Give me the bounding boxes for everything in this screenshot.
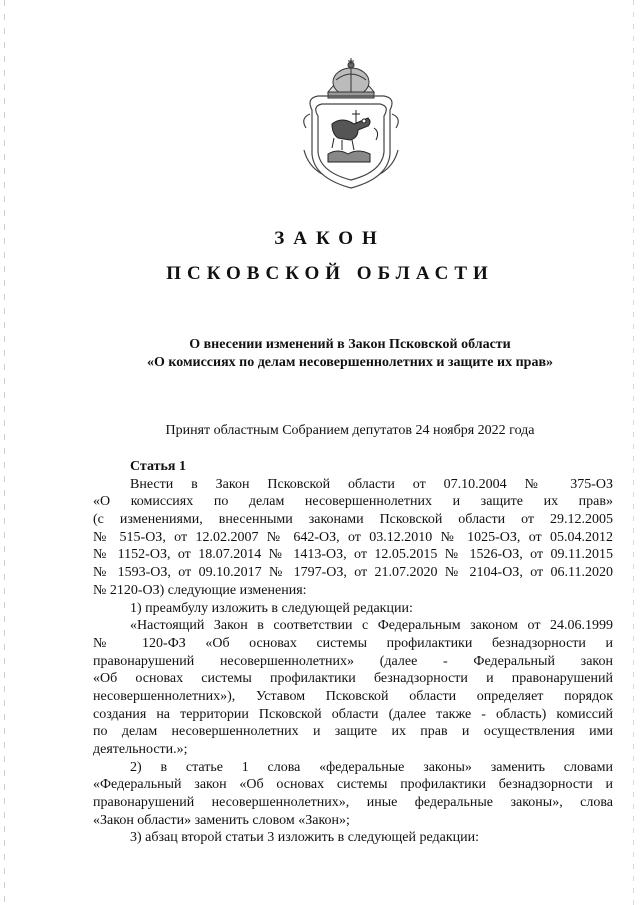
document-region: ПСКОВСКОЙ ОБЛАСТИ — [166, 263, 494, 284]
body-line: создания на территории Псковской области (далее также - область) комиссий — [93, 706, 613, 722]
body-line: № 1152-ОЗ, от 18.07.2014 № 1413-ОЗ, от 12.05.2015 № 1526-ОЗ, от 09.11.2015 — [93, 547, 613, 563]
article-heading: Статья 1 — [130, 459, 186, 474]
document-subtitle-line-1: О внесении изменений в Закон Псковской области — [189, 337, 511, 352]
body-line: «Об основах системы профилактики безнадзорности и правонарушений — [93, 671, 613, 687]
body-line: 3) абзац второй статьи 3 изложить в следующей редакции: — [130, 830, 480, 846]
document-body — [93, 458, 613, 847]
body-line: «О комиссиях по делам несовершеннолетних и защите их прав» — [93, 494, 613, 510]
adoption-statement: Принят областным Собранием депутатов 24 ноября 2022 года — [165, 423, 535, 438]
body-line: «Закон области» заменить словом «Закон»; — [93, 812, 350, 828]
body-line: № 120-ФЗ «Об основах системы профилактики безнадзорности и — [93, 635, 613, 651]
body-line: правонарушений несовершеннолетних» (далее - Федеральный закон — [93, 653, 613, 669]
coat-of-arms-emblem — [298, 58, 404, 192]
body-line: № 2120-ОЗ) следующие изменения: — [93, 582, 307, 598]
body-line: (с изменениями, внесенными законами Псковской области от 29.12.2005 — [93, 512, 613, 528]
document-subtitle-line-2: «О комиссиях по делам несовершеннолетних и защите их прав» — [146, 355, 553, 370]
document-title: ЗАКОН — [274, 228, 386, 249]
scan-edge-left — [4, 0, 5, 905]
body-line: по делам несовершеннолетних и защите их прав и осуществления ими — [93, 724, 613, 740]
scan-edge-right — [633, 0, 634, 905]
body-line: несовершеннолетних»), Уставом Псковской области определяет порядок — [93, 688, 613, 704]
body-line: 2) в статье 1 слова «федеральные законы» заменить словами — [130, 759, 613, 775]
body-line: Внести в Закон Псковской области от 07.10.2004 № 375-ОЗ — [130, 476, 613, 492]
body-line: «Настоящий Закон в соответствии с Федеральным законом от 24.06.1999 — [130, 618, 613, 634]
body-line: «Федеральный закон «Об основах системы профилактики безнадзорности и — [93, 777, 613, 793]
body-line: № 1593-ОЗ, от 09.10.2017 № 1797-ОЗ, от 21.07.2020 № 2104-ОЗ, от 06.11.2020 — [93, 565, 613, 581]
body-line: правонарушений несовершеннолетних», иные федеральные законы», слова — [93, 795, 613, 811]
body-line: 1) преамбулу изложить в следующей редакции: — [130, 600, 413, 616]
body-line: деятельности.»; — [93, 742, 188, 757]
body-line: № 515-ОЗ, от 12.02.2007 № 642-ОЗ, от 03.12.2010 № 1025-ОЗ, от 05.04.2012 — [93, 529, 613, 545]
